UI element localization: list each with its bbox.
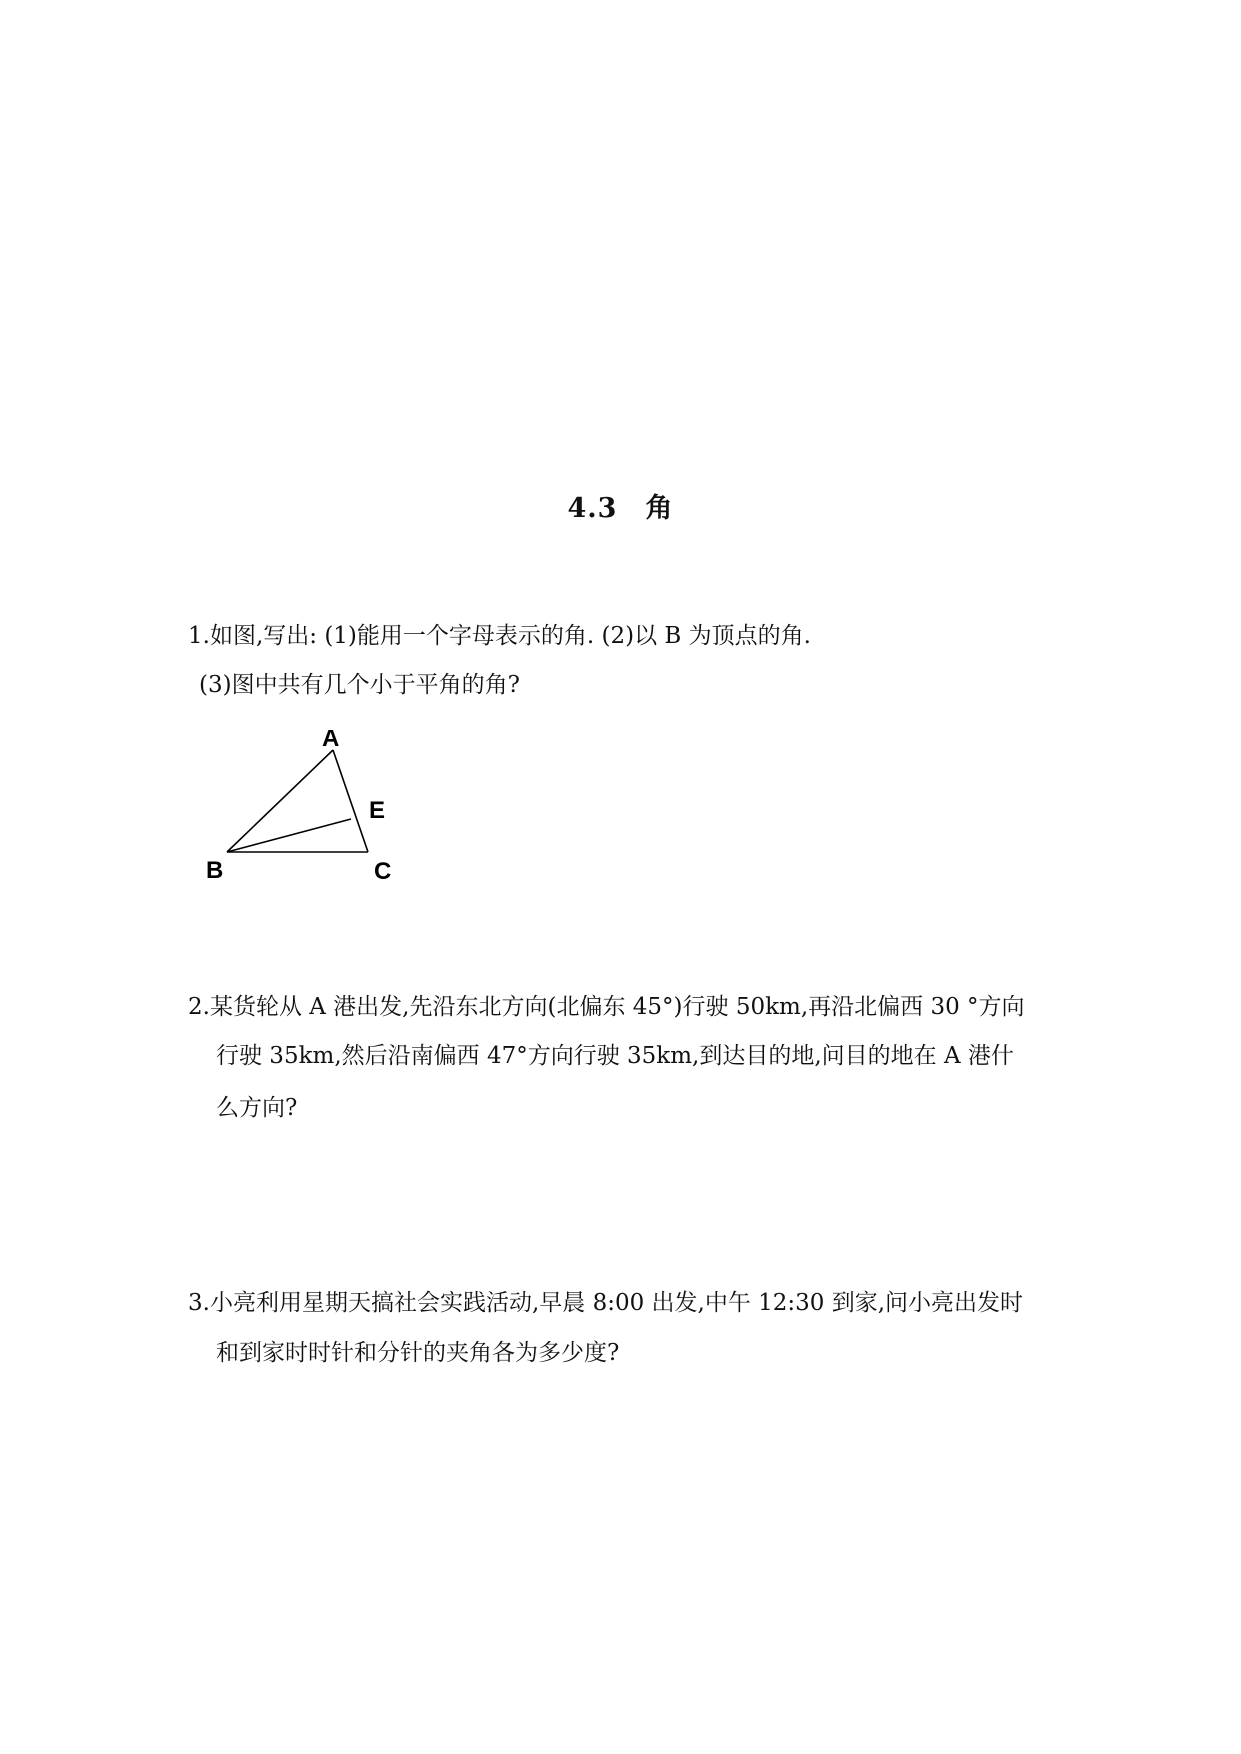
question-2-line-1: 2.某货轮从 A 港出发,先沿东北方向(北偏东 45°)行驶 50km,再沿北偏西 30 °方向 [188,994,1025,1020]
segment-ac [333,750,368,852]
question-1-line-2: (3)图中共有几个小于平角的角? [199,672,520,698]
point-label-b: B [206,857,224,884]
point-label-a: A [322,730,340,752]
question-1-line-1: 1.如图,写出: (1)能用一个字母表示的角. (2)以 B 为顶点的角. [188,623,811,649]
point-label-c: C [374,858,392,885]
question-2-line-3: 么方向? [216,1095,298,1121]
question-2-line-2: 行驶 35km,然后沿南偏西 47°方向行驶 35km,到达目的地,问目的地在 A 港什 [216,1043,1014,1069]
triangle-figure [200,730,420,900]
question-3-line-2: 和到家时时针和分针的夹角各为多少度? [216,1340,620,1366]
page-title: 4.3 角 [567,493,674,524]
triangle-diagram [200,730,420,900]
segment-be [227,819,351,852]
question-3-line-1: 3.小亮利用星期天搞社会实践活动,早晨 8:00 出发,中午 12:30 到家,问小亮出发时 [188,1290,1024,1316]
point-label-e: E [369,797,386,824]
segment-ba [227,750,333,852]
